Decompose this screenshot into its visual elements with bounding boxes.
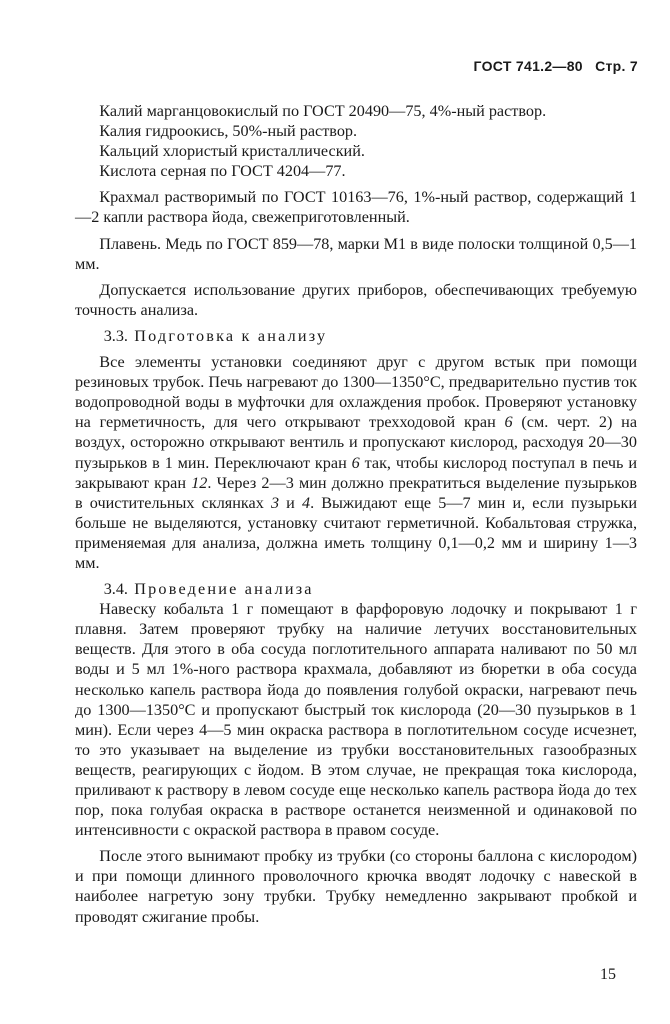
page-number: 15 — [600, 966, 616, 983]
paragraph: Калия гидроокись, 50%-ный раствор. — [99, 122, 358, 141]
paragraph: Кислота серная по ГОСТ 4204—77. — [99, 162, 346, 181]
paragraph: Навеску кобальта 1 г помещают в фарфоровую лодочку и покрывают 1 г плавня. Затем проверяют трубку на наличие летучих восстановительных веществ. Для этого в оба сосуда поглотительного аппарата наливают по 50 мл воды и 5 мл 1%-ного раствора крахмала, добавляют из бюретки в оба сосуда несколько капель раствора йода до появления голубой окраски, нагревают печь до 1300—1350°C и пропускают быстрый ток кислорода (20—30 пузырьков в 1 мин). Если через 4—5 мин окраска раствора в поглотительном сосуде исчезнет, то это указывает на выделение из трубки восстановительных газообразных веществ, реагирующих с йодом. В этом случае, не прекращая тока кислорода, приливают к раствору в левом сосуде еще несколько капель раствора йода до тех пор, пока голубая окраска в растворе останется неизменной и одинаковой по интенсивности с окраской раствора в правом сосуде. — [75, 600, 637, 840]
paragraph: Калий марганцовокислый по ГОСТ 20490—75, 4%-ный раствор. — [99, 102, 547, 120]
paragraph: Кальций хлористый кристаллический. — [99, 142, 365, 161]
page-label: Стр. 7 — [595, 58, 638, 74]
paragraph: Все элементы установки соединяют друг с другом встык при помощи резиновых трубок. Печь нагревают до 1300—1350°C, предварительно пустив ток водопроводной воды в муфточки для охлаждения пробок. Проверяют установку на герметичность, для чего открывают трехходовой кран 6 (см. черт. 2) на воздух, осторожно открывают вентиль и пропускают кислород, расходуя 20—30 пузырьков в 1 мин. Переключают кран 6 так, чтобы кислород поступал в печь и закрывают кран 12. Через 2—3 мин должно прекратиться выделение пузырьков в очистительных склянках 3 и 4. Выжидают еще 5—7 мин и, если пузырьки больше не выделяются, установку считают герметичной. Кобальтовая стружка, применяемая для анализа, должна иметь толщину 0,1—0,2 мм и ширину 1—3 мм. — [75, 353, 637, 572]
paragraph: Допускается использование других приборов, обеспечивающих требуемую точность анализа. — [75, 280, 637, 319]
standard-code: ГОСТ 741.2—80 — [473, 58, 583, 74]
document-body — [75, 101, 637, 927]
paragraph: После этого вынимают пробку из трубки (со стороны баллона с кислородом) и при помощи длинного проволочного крючка вводят лодочку с навеской в наиболее нагретую зону трубки. Трубку немедленно закрывают пробкой и проводят сжигание пробы. — [75, 847, 637, 926]
paragraph: Плавень. Медь по ГОСТ 859—78, марки М1 в виде полоски толщиной 0,5—1 мм. — [75, 234, 637, 273]
paragraph: Крахмал растворимый по ГОСТ 10163—76, 1%-ный раствор, содержащий 1—2 капли раствора йода, свежеприготовленный. — [75, 188, 637, 227]
section-heading-3-4: 3.4. Проведение анализа — [103, 580, 314, 599]
page-header — [474, 58, 638, 74]
section-heading-3-3: 3.3. Подготовка к анализу — [103, 326, 328, 345]
